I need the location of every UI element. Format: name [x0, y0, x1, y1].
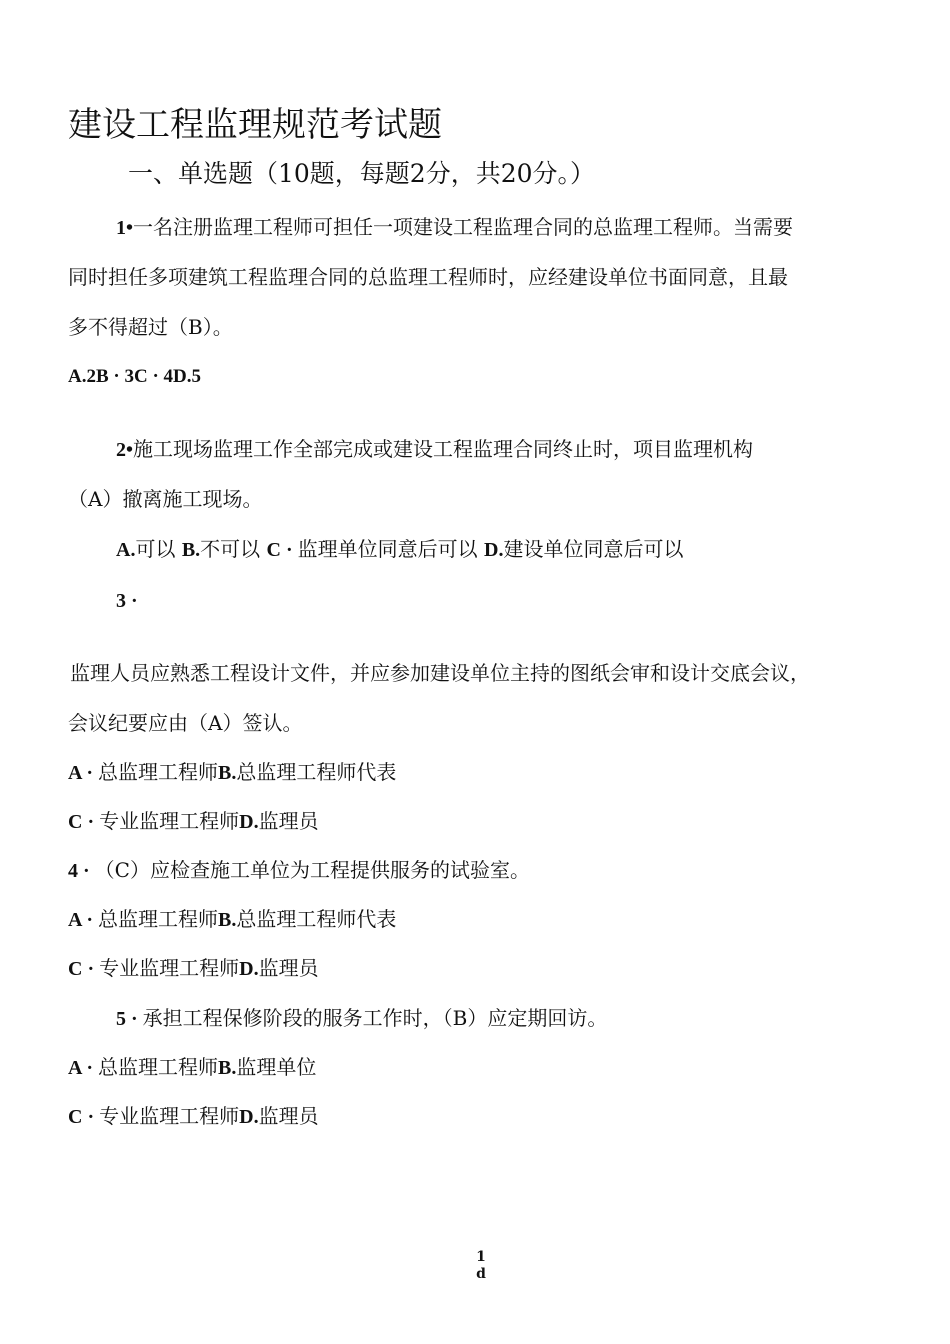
option-a: 总监理工程师: [98, 907, 219, 931]
option-b-label: B.: [218, 909, 237, 931]
question-3-options-cd: [68, 805, 319, 834]
option-d-label: D.: [239, 958, 259, 980]
question-5-number: 5 ·: [116, 1008, 143, 1030]
option-b: 总监理工程师代表: [236, 760, 397, 784]
question-1-options: A.2B · 3C · 4D.5: [68, 366, 202, 387]
option-c: 专业监理工程师: [99, 809, 240, 833]
option-c-label: C ·: [68, 811, 100, 833]
option-d: 监理员: [258, 809, 319, 833]
page-number-suffix: d: [476, 1266, 486, 1282]
question-1-line-2: 同时担任多项建筑工程监理合同的总监理工程师时，应经建设单位书面同意，且最: [68, 265, 788, 289]
question-2-number: 2•: [116, 439, 134, 461]
page-title: 建设工程监理规范考试题: [68, 105, 442, 145]
question-3-number: 3 ·: [116, 590, 138, 612]
option-a: 总监理工程师: [98, 760, 219, 784]
option-c-label: C ·: [68, 1106, 100, 1128]
option-c: 专业监理工程师: [99, 1104, 240, 1128]
question-1-text: 一名注册监理工程师可担任一项建设工程监理合同的总监理工程师。当需要: [133, 215, 794, 239]
question-4-text: （C）应检查施工单位为工程提供服务的试验室。: [94, 858, 530, 882]
question-3-options-ab: [68, 756, 396, 785]
question-5-options-cd: [68, 1100, 319, 1129]
question-5-line-1: [116, 1002, 607, 1031]
question-2-line-1: [116, 433, 753, 462]
section-heading: 一、单选题（10题，每题2分，共20分。）: [128, 159, 596, 188]
option-a-label: A.: [116, 539, 136, 561]
option-c: 监理单位同意后可以: [297, 537, 478, 561]
question-4-options-cd: [68, 952, 319, 981]
question-5-text: 承担工程保修阶段的服务工作时，（B）应定期回访。: [142, 1006, 608, 1030]
question-2-line-2: （A）撤离施工现场。: [68, 487, 263, 511]
question-1-line-3: 多不得超过（B）。: [68, 315, 233, 339]
option-d: 监理员: [258, 1104, 319, 1128]
option-c: 专业监理工程师: [99, 956, 240, 980]
option-b: 总监理工程师代表: [236, 907, 397, 931]
question-4-line-1: [68, 854, 530, 883]
option-c-label: C ·: [68, 958, 100, 980]
option-b-label: B.: [181, 539, 201, 561]
option-d-label: D.: [239, 811, 259, 833]
option-a: 可以: [135, 537, 176, 561]
option-b: 监理单位: [236, 1055, 317, 1079]
question-4-options-ab: [68, 903, 396, 932]
question-3-line-1: 监理人员应熟悉工程设计文件，并应参加建设单位主持的图纸会审和设计交底会议，: [70, 661, 810, 685]
option-a-label: A ·: [68, 1057, 99, 1079]
option-d: 监理员: [258, 956, 319, 980]
option-d-label: D.: [239, 1106, 259, 1128]
question-2-options: [116, 533, 683, 562]
option-a: 总监理工程师: [98, 1055, 219, 1079]
question-3-line-2: 会议纪要应由（A）签认。: [68, 711, 303, 735]
option-b-label: B.: [218, 1057, 237, 1079]
option-c-label: C ·: [266, 539, 298, 561]
page-number-value: 1: [476, 1249, 486, 1265]
option-d: 建设单位同意后可以: [503, 537, 684, 561]
option-b-label: B.: [218, 762, 237, 784]
option-a-label: A ·: [68, 762, 99, 784]
question-2-text: 施工现场监理工作全部完成或建设工程监理合同终止时，项目监理机构: [133, 437, 754, 461]
question-1-line-1: [116, 211, 793, 240]
question-4-number: 4 ·: [68, 860, 95, 882]
option-a-label: A ·: [68, 909, 99, 931]
option-b: 不可以: [200, 537, 261, 561]
page-number: [461, 1249, 501, 1283]
question-1-number: 1•: [116, 217, 134, 239]
question-5-options-ab: [68, 1051, 316, 1080]
option-d-label: D.: [484, 539, 504, 561]
